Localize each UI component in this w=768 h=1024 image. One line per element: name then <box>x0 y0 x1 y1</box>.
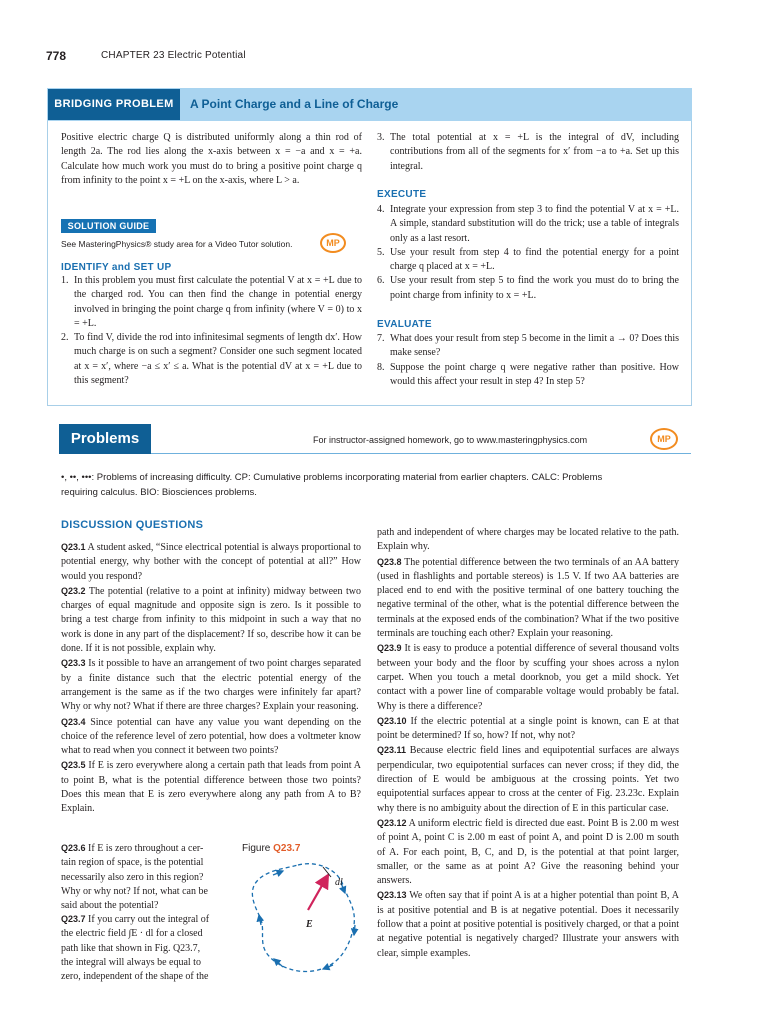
path-direction-arrow <box>323 965 333 969</box>
legend-line: •, ••, •••: Problems of increasing difficulty. CP: Cumulative problems incorporating material from earlier chapters. CALC: Problems <box>61 472 603 483</box>
list-item: 3. The total potential at x = +L is the integral of dV, including contributions from all of the segments for x′ from −a to +a. Set up this integral. <box>377 132 679 172</box>
legend-line: requiring calculus. BIO: Biosciences problems. <box>61 487 257 498</box>
discussion-left-column <box>61 540 361 817</box>
evaluate-heading: EVALUATE <box>377 319 432 330</box>
problem-legend <box>61 470 691 500</box>
question: Q23.5 If E is zero everywhere along a certain path that leads from point A to point B, what is the potential difference between those two points? Does this mean that E is zero everywhere along any path from A to B? Explain. <box>61 760 362 815</box>
list-item: 2. To find V, divide the rod into infinitesimal segments of length dx′. How much charge is on such a segment? Consider one such segment located at x = x′, where −a ≤ x′ ≤ a. What is the potential dV at x = +L due to this segment? <box>61 332 362 387</box>
path-direction-arrow <box>273 871 283 875</box>
bridging-intro: Positive electric charge Q is distributed uniformly along a thin rod of length 2a. The rod lies along the x-axis between x = −a and x = +a. Calculate how much work you must do to bring a positive point charge q from infinity to the point x = +L on the x-axis, where L > a. <box>61 132 362 186</box>
mastering-physics-icon[interactable]: MP <box>320 233 346 253</box>
e-label: E <box>306 919 313 930</box>
list-item: 4. Integrate your expression from step 3 to find the potential V at x = +L. A simple, standard substitution will do the trick; use a table of integrals only as a last resort. <box>377 204 679 244</box>
list-item: 1. In this problem you must first calculate the potential V at x = +L due to the charged rod. You can then find the change in potential energy involved in bringing the point charge q from infinity (where V = 0) to x = +L. <box>61 275 362 329</box>
question-q23-7: Q23.7 If you carry out the integral of the electric field ∫E · dl for a closed path like that shown in Fig. Q23.7, the integral will always be equal to zero, independent of the shape of the <box>61 914 210 983</box>
step-3 <box>377 131 679 174</box>
closed-path-figure <box>238 855 368 983</box>
list-item: 6. Use your result from step 5 to find the work you must do to bring the point charge from infinity to x = +L. <box>377 275 679 301</box>
video-tutor-note: See MasteringPhysics® study area for a Video Tutor solution. <box>61 239 293 249</box>
question: Q23.1 A student asked, “Since electrical potential is always proportional to potential energy, why bother with the concept of potential at all?” How would you respond? <box>61 542 361 582</box>
question-q23-6: Q23.6 If E is zero throughout a cer- tain region of space, is the potential necessarily also zero in this region? Why or why not? If not, what can be said about the potential? <box>61 843 208 912</box>
bridging-title: A Point Charge and a Line of Charge <box>190 97 399 111</box>
solution-guide-label: SOLUTION GUIDE <box>61 219 156 233</box>
problems-divider <box>151 453 691 454</box>
question: Q23.8 The potential difference between the two terminals of an AA battery (used in flashlights and portable stereos) is 1.5 V. If two AA batteries are placed end to end with the positive terminal of one battery touching the negative terminal of the other, what is the potential difference between the terminals at the exposed ends of the combination? What if the two positive terminals are touching each other? Explain your reasoning. <box>377 556 679 640</box>
mastering-physics-icon[interactable]: MP <box>650 428 678 450</box>
question: Q23.13 We often say that if point A is at a higher potential than point B, A is at positive potential and B is at negative potential. Does it necessarily follow that a point at positive potential is positively charged, or that a point at negative potential is negatively charged? Illustrate your answers with clear, simple examples. <box>377 890 679 959</box>
bridging-label: BRIDGING PROBLEM <box>48 89 180 120</box>
question: path and independent of where charges may be located relative to the path. Explain why. <box>377 527 679 553</box>
list-item: 8. Suppose the point charge q were negative rather than positive. How would this affect your result in step 4? In step 5? <box>377 361 679 387</box>
execute-heading: EXECUTE <box>377 189 427 200</box>
identify-steps <box>61 274 362 388</box>
question: Q23.3 Is it possible to have an arrangement of two point charges separated by a finite distance such that the electric potential energy of the arrangement is the same as if the two charges were infinitely far apart? Why or why not? What if there are three charges? Explain your reasoning. <box>61 658 361 713</box>
question: Q23.4 Since potential can have any value you want depending on the choice of the reference level of zero potential, how does a voltmeter know what to read when you connect it between two points? <box>61 716 362 757</box>
list-item: 7. What does your result from step 5 become in the limit a → 0? Does this make sense? <box>377 333 679 359</box>
homework-note: For instructor-assigned homework, go to www.masteringphysics.com <box>313 435 588 445</box>
chapter-title: CHAPTER 23 Electric Potential <box>101 50 246 61</box>
question: Q23.11 Because electric field lines and equipotential surfaces are always perpendicular, two equipotential surfaces can never cross; if they did, the direction of E would be ambiguous at the crossing points. Yet two equipotential surfaces appear to cross at the center of Fig. 23.23c. Explain why there is no ambiguity about the direction of E in this particular case. <box>377 745 680 814</box>
figure-caption: Figure Q23.7 <box>242 843 301 854</box>
question: Q23.9 It is easy to produce a potential difference of several thousand volts between your body and the floor by scuffing your shoes across a nylon carpet. When you touch a metal doorknob, you get a mild shock. Yet contact with a power line of comparable voltage would probably be fatal. Why is there a difference? <box>377 643 679 712</box>
question: Q23.2 The potential (relative to a point at infinity) midway between two charges of equal magnitude and opposite sign is zero. Is it possible to bring a test charge from infinity to this midpoint in such a way that no work is done in any part of the displacement? If so, describe how it can be done. If it is not possible, explain why. <box>61 585 361 655</box>
question: Q23.12 A uniform electric field is directed due east. Point B is 2.00 m west of point A, point C is 2.00 m east of point A, and point D is 2.00 m south of A. For each point, B, C, and D, is the potential at that point larger, smaller, or the same as at point A? Give the reasoning behind your answers. <box>377 817 679 887</box>
question: Q23.10 If the electric potential at a single point is known, can E at that point be determined? If so, how? If not, why not? <box>377 715 680 742</box>
discussion-heading: DISCUSSION QUESTIONS <box>61 519 204 531</box>
identify-heading: IDENTIFY and SET UP <box>61 262 172 273</box>
dl-label: dl <box>335 877 343 888</box>
list-item: 5. Use your result from step 4 to find the potential energy for a point charge q placed at x = +L. <box>377 246 679 273</box>
discussion-right-column <box>377 526 679 961</box>
path-direction-arrow <box>354 925 355 935</box>
problems-title: Problems <box>59 424 151 454</box>
execute-steps <box>377 203 679 303</box>
path-direction-arrow <box>274 959 283 967</box>
e-field-vector <box>308 875 328 910</box>
page-number: 778 <box>46 49 67 63</box>
evaluate-steps <box>377 332 679 389</box>
